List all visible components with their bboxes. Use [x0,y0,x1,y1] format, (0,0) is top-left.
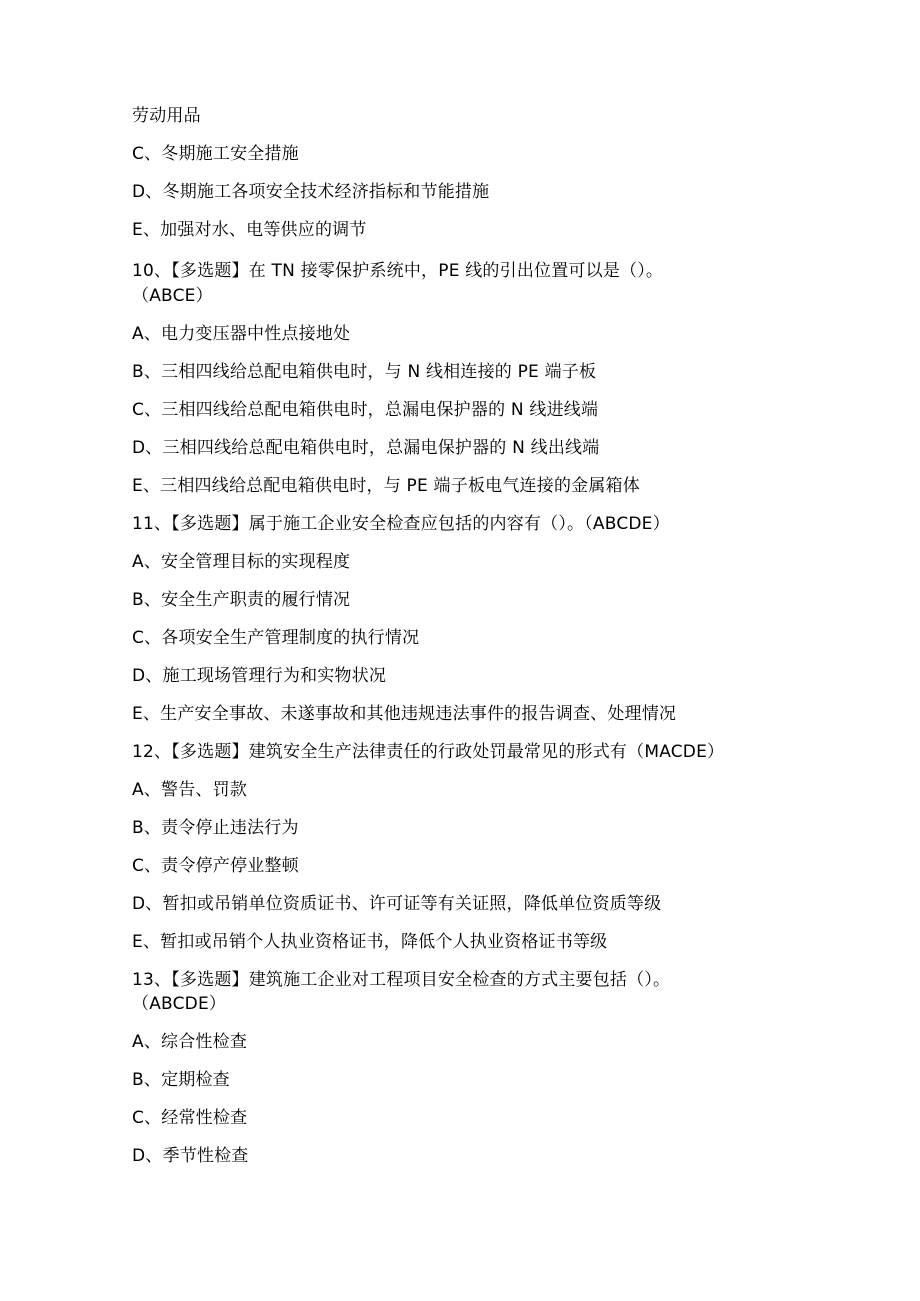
q10-option-a: A、电力变压器中性点接地处 [132,324,351,344]
question-10: 10、【多选题】在 TN 接零保护系统中，PE 线的引出位置可以是（）。 [132,261,664,281]
q11-option-c: C、各项安全生产管理制度的执行情况 [132,628,420,648]
q12-option-b: B、责令停止违法行为 [132,818,299,838]
question-13: 13、【多选题】建筑施工企业对工程项目安全检查的方式主要包括（）。 [132,970,671,990]
q12-option-a: A、警告、罚款 [132,780,248,800]
question-13-answer: （ABCDE） [132,994,227,1014]
question-11: 11、【多选题】属于施工企业安全检查应包括的内容有（）。（ABCDE） [132,514,670,534]
q12-option-e: E、暂扣或吊销个人执业资格证书，降低个人执业资格证书等级 [132,932,608,952]
option-d-winter-indicators: D、冬期施工各项安全技术经济指标和节能措施 [132,182,490,202]
option-e-supply-adjustment: E、加强对水、电等供应的调节 [132,220,367,240]
q13-option-c: C、经常性检查 [132,1108,248,1128]
q12-option-d: D、暂扣或吊销单位资质证书、许可证等有关证照，降低单位资质等级 [132,894,662,914]
q13-option-b: B、定期检查 [132,1070,230,1090]
q11-option-e: E、生产安全事故、未遂事故和其他违规违法事件的报告调查、处理情况 [132,704,677,724]
q12-option-c: C、责令停产停业整顿 [132,856,299,876]
q13-option-a: A、综合性检查 [132,1032,248,1052]
question-10-answer: （ABCE） [132,286,213,306]
q10-option-c: C、三相四线给总配电箱供电时，总漏电保护器的 N 线进线端 [132,400,599,420]
q11-option-d: D、施工现场管理行为和实物状况 [132,666,387,686]
q11-option-a: A、安全管理目标的实现程度 [132,552,351,572]
q13-option-d: D、季节性检查 [132,1146,249,1166]
q10-option-b: B、三相四线给总配电箱供电时，与 N 线相连接的 PE 端子板 [132,362,597,382]
question-12: 12、【多选题】建筑安全生产法律责任的行政处罚最常见的形式有（MACDE） [132,742,725,762]
text-line-labor-supplies: 劳动用品 [132,106,201,126]
q10-option-e: E、三相四线给总配电箱供电时，与 PE 端子板电气连接的金属箱体 [132,476,640,496]
option-c-winter-safety: C、冬期施工安全措施 [132,144,299,164]
q10-option-d: D、三相四线给总配电箱供电时，总漏电保护器的 N 线出线端 [132,438,600,458]
q11-option-b: B、安全生产职责的履行情况 [132,590,351,610]
